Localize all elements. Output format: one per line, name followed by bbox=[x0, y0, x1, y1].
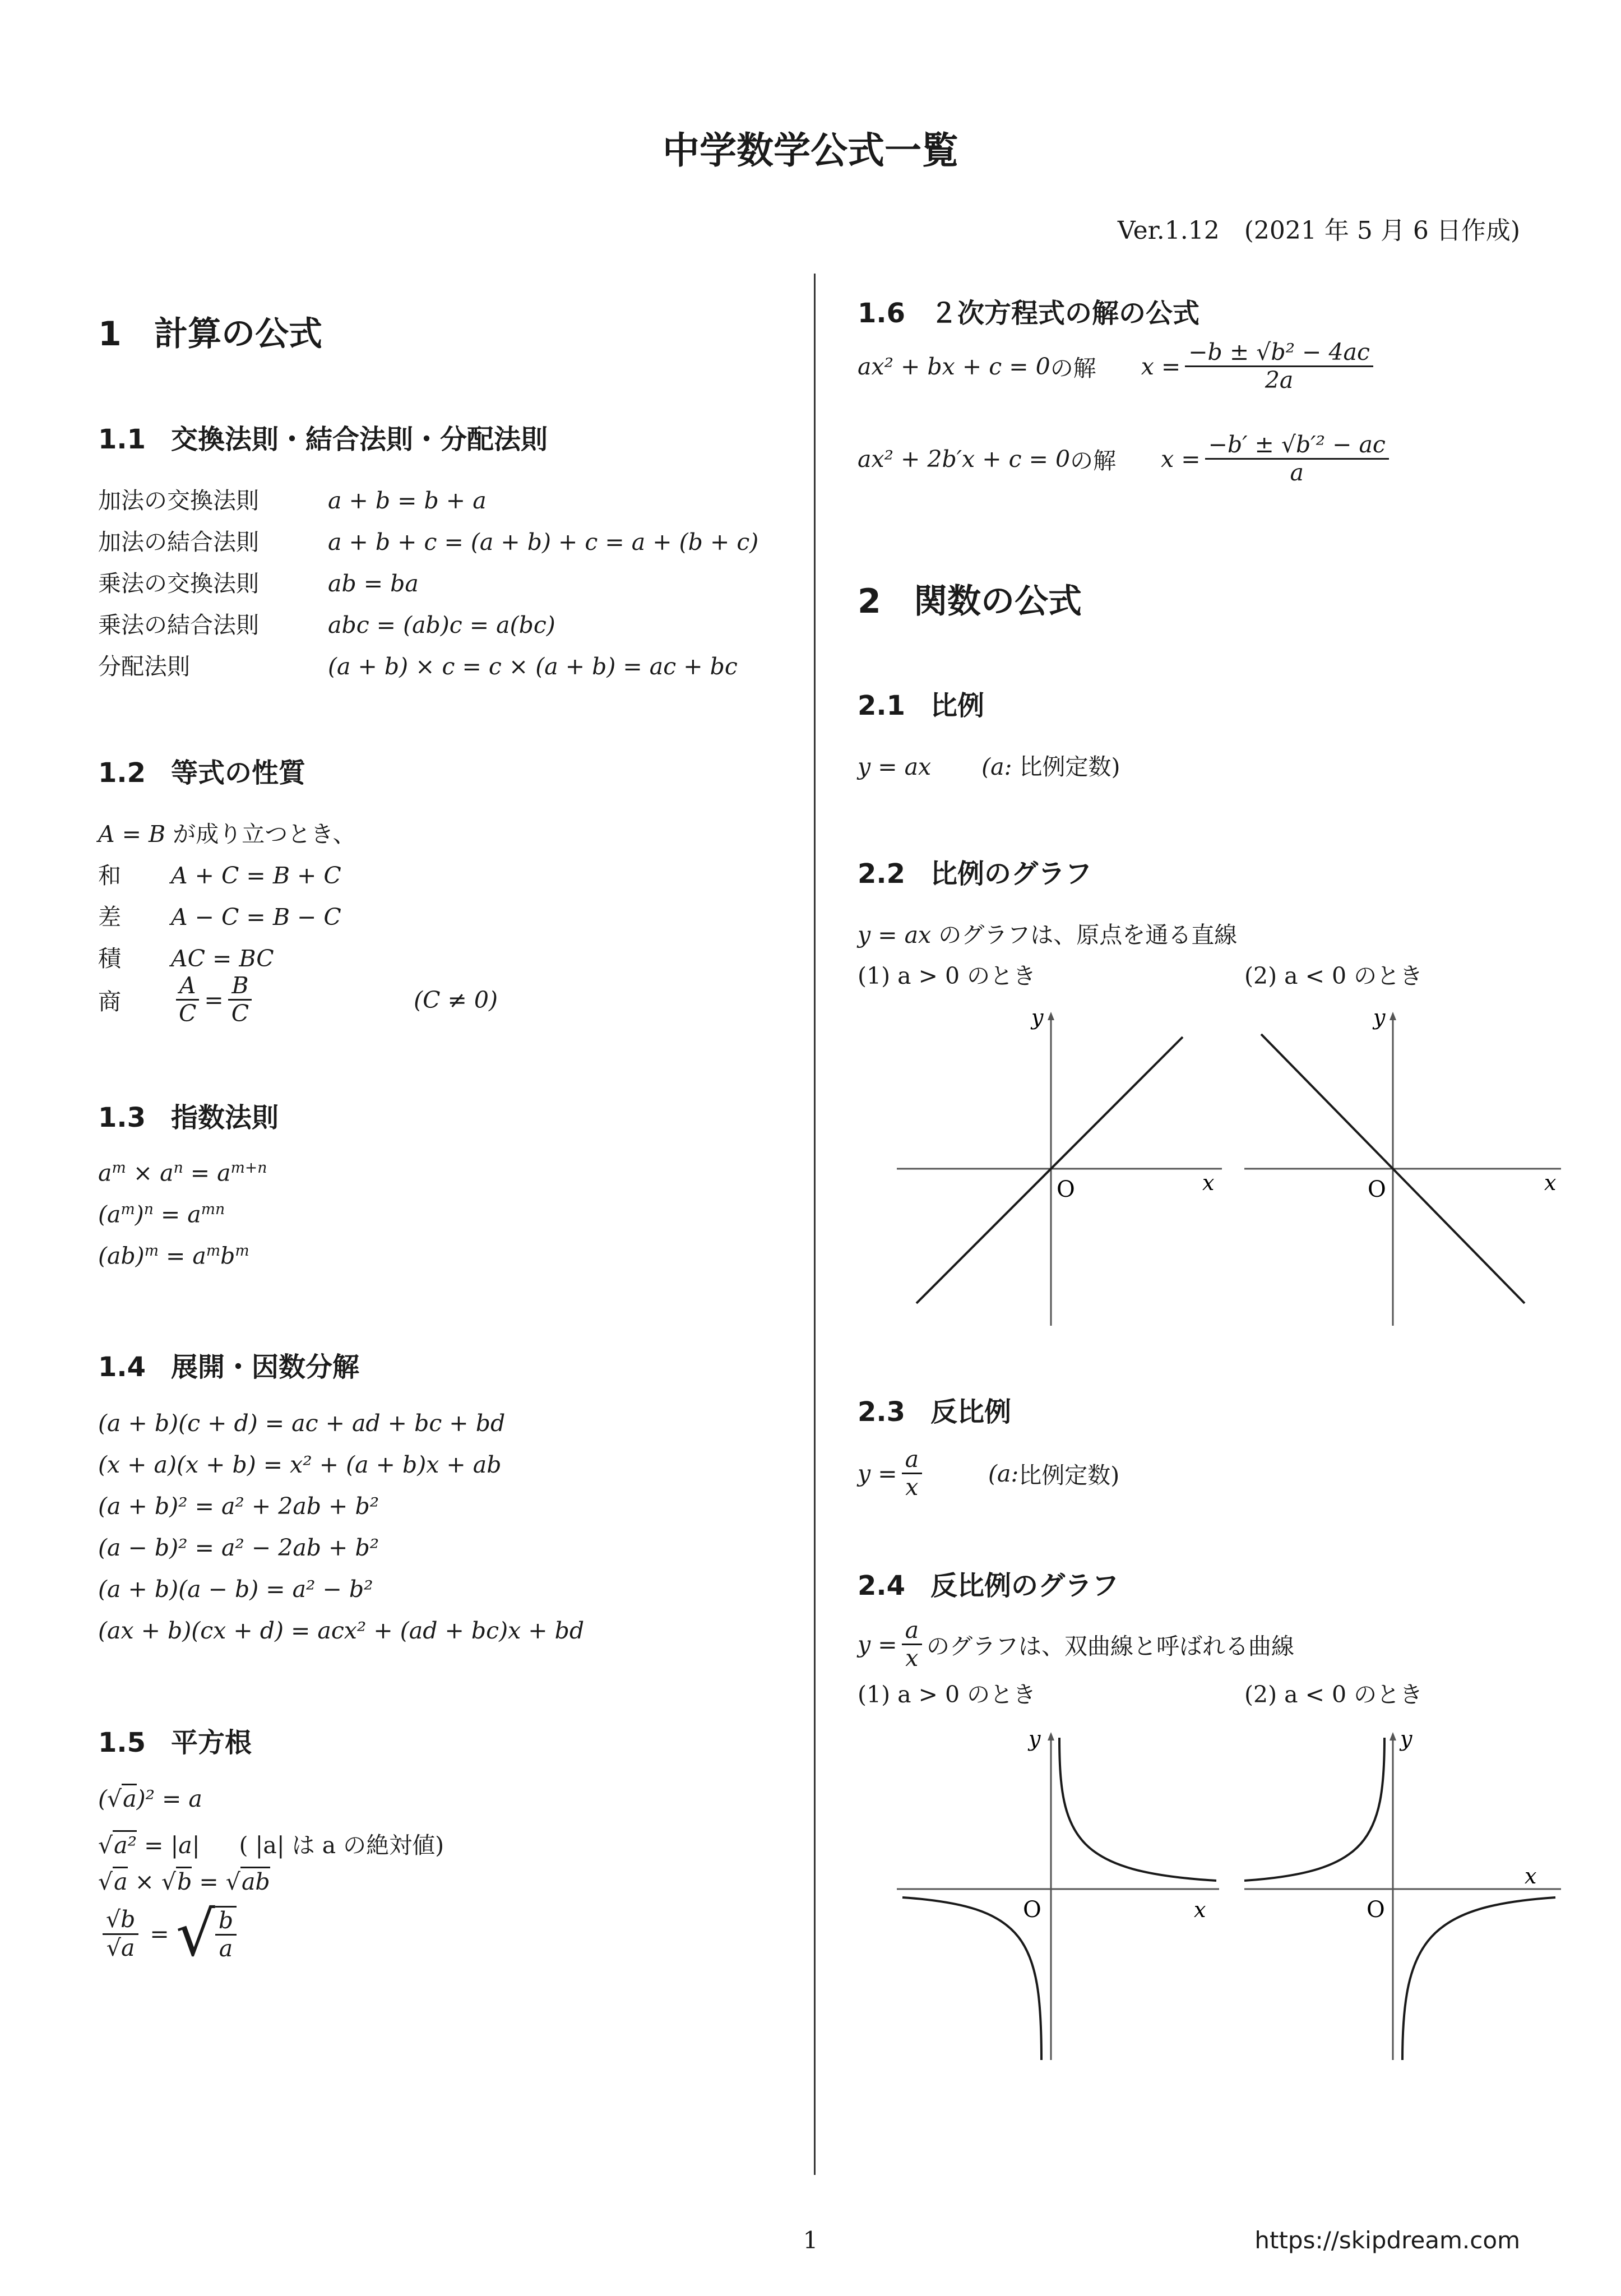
numerator: B bbox=[228, 973, 252, 1001]
subsection-2-2-heading bbox=[858, 852, 1092, 891]
law-row bbox=[98, 607, 555, 640]
subsection-2-4-heading bbox=[858, 1564, 1119, 1603]
subsection-1-2-heading bbox=[98, 751, 305, 790]
lhs: x = bbox=[1141, 353, 1181, 380]
t: n bbox=[143, 1201, 154, 1218]
subsection-title: 等式の性質 bbox=[171, 757, 306, 789]
denominator: x bbox=[905, 1474, 919, 1501]
expansion-formula: (a + b)(a − b) = a² − b² bbox=[98, 1576, 373, 1603]
line-graph bbox=[916, 1037, 1183, 1303]
proportion-graph-positive bbox=[891, 1003, 1228, 1328]
sqrt-rule bbox=[98, 1868, 270, 1895]
radicand: a bbox=[113, 1867, 127, 1895]
lhs: y = bbox=[858, 1460, 897, 1487]
t: m bbox=[112, 1159, 126, 1177]
radicand: a bbox=[122, 1784, 136, 1812]
t: n bbox=[173, 1159, 183, 1177]
hyperbola-branch bbox=[1402, 1897, 1555, 2060]
t: m bbox=[235, 1242, 249, 1260]
fraction bbox=[103, 1906, 138, 1961]
hyperbola-graph-positive bbox=[891, 1726, 1228, 2063]
section-title: 計算の公式 bbox=[154, 314, 322, 354]
numerator: A bbox=[176, 973, 200, 1001]
subsection-title: 反比例 bbox=[930, 1396, 1012, 1428]
subsection-number: 2.4 bbox=[858, 1570, 906, 1601]
lhs: y = bbox=[858, 1631, 897, 1658]
section-number: 1 bbox=[98, 314, 122, 354]
fraction bbox=[902, 1446, 922, 1501]
quadratic-formula-even bbox=[858, 432, 1393, 486]
note: 比例定数) bbox=[1012, 753, 1120, 780]
law-label: 加法の結合法則 bbox=[98, 529, 259, 556]
denominator: √a bbox=[106, 1934, 135, 1961]
t: mn bbox=[201, 1201, 225, 1218]
note-math: (a: bbox=[981, 753, 1012, 780]
equation-text: の解 bbox=[1050, 355, 1096, 382]
proportion-graph-desc bbox=[858, 916, 1237, 950]
numerator: √b bbox=[103, 1906, 138, 1934]
radicand: ab bbox=[240, 1867, 270, 1895]
t: × a bbox=[126, 1159, 174, 1187]
t: a bbox=[98, 1159, 112, 1187]
desc-math: y = ax bbox=[858, 922, 932, 948]
y-label: y bbox=[1029, 1726, 1041, 1751]
case-label: (1) a > 0 のとき bbox=[858, 1681, 1036, 1708]
t: = a bbox=[158, 1242, 206, 1270]
proportion-formula bbox=[858, 748, 1120, 781]
origin-label: O bbox=[1023, 1897, 1041, 1923]
subsection-number: 1.2 bbox=[98, 757, 146, 789]
equation: ax² + 2b′x + c = 0 bbox=[858, 445, 1071, 473]
fraction bbox=[902, 1617, 922, 1672]
equality-row-quotient bbox=[98, 973, 498, 1027]
equality-formula: A − C = B − C bbox=[171, 904, 341, 931]
section-number: 2 bbox=[858, 582, 881, 621]
fraction bbox=[175, 973, 200, 1027]
origin-label: O bbox=[1368, 1177, 1386, 1202]
subsection-title: 展開・因数分解 bbox=[171, 1351, 360, 1383]
proportion-graph-negative bbox=[1239, 1003, 1564, 1328]
equals: = bbox=[204, 986, 224, 1013]
subsection-number: 1.6 bbox=[858, 298, 906, 329]
law-formula: ab = ba bbox=[328, 570, 419, 597]
subsection-1-3-heading bbox=[98, 1096, 279, 1135]
subsection-number: 2.2 bbox=[858, 858, 906, 890]
t: (a bbox=[98, 1201, 121, 1228]
case-label: (2) a < 0 のとき bbox=[1244, 1681, 1423, 1708]
origin-label: O bbox=[1367, 1897, 1385, 1923]
t: m+n bbox=[230, 1159, 267, 1177]
version-info: Ver.1.12 (2021 年 5 月 6 日作成) bbox=[1117, 216, 1520, 245]
law-label: 乗法の結合法則 bbox=[98, 612, 259, 638]
hyperbola-desc bbox=[858, 1617, 1294, 1672]
denominator: C bbox=[231, 1000, 249, 1027]
equation-text: の解 bbox=[1070, 447, 1117, 475]
equality-label: 和 bbox=[98, 862, 121, 889]
fraction bbox=[1185, 339, 1373, 394]
section-2-heading bbox=[858, 575, 1082, 623]
subsection-number: 2.1 bbox=[858, 690, 906, 721]
subsection-number: 1.3 bbox=[98, 1102, 146, 1133]
desc-text: のグラフは、双曲線と呼ばれる曲線 bbox=[927, 1633, 1295, 1660]
x-label: x bbox=[1544, 1170, 1557, 1195]
hyperbola-branch bbox=[902, 1897, 1041, 2060]
subsection-1-4-heading bbox=[98, 1345, 359, 1384]
law-formula: a + b + c = (a + b) + c = a + (b + c) bbox=[328, 529, 759, 556]
subsection-1-6-heading bbox=[858, 291, 1199, 330]
intro-text: が成り立つとき、 bbox=[165, 821, 356, 848]
t: (ab) bbox=[98, 1242, 145, 1270]
subsection-title: 反比例のグラフ bbox=[930, 1570, 1119, 1601]
inverse-formula bbox=[858, 1446, 1119, 1501]
origin-label: O bbox=[1057, 1177, 1075, 1202]
note-math: (a: bbox=[988, 1460, 1019, 1487]
subsection-2-3-heading bbox=[858, 1390, 1011, 1429]
law-label: 加法の交換法則 bbox=[98, 487, 259, 514]
formula: y = ax bbox=[858, 753, 932, 780]
hyperbola-branch bbox=[1244, 1738, 1384, 1881]
arrow-icon bbox=[1048, 1012, 1054, 1020]
page-number: 1 bbox=[803, 2226, 818, 2254]
law-row bbox=[98, 482, 487, 515]
numerator: −b′ ± √b′² − ac bbox=[1205, 432, 1389, 460]
exponent-rule bbox=[98, 1159, 267, 1187]
section-title: 関数の公式 bbox=[914, 582, 1082, 621]
t: = √ bbox=[192, 1868, 240, 1895]
subsection-title: 比例のグラフ bbox=[930, 858, 1092, 890]
subsection-title: 指数法則 bbox=[171, 1102, 279, 1133]
sqrt-rule-fraction bbox=[98, 1898, 241, 1970]
condition: (C ≠ 0) bbox=[414, 986, 498, 1013]
law-row bbox=[98, 565, 419, 598]
law-label: 分配法則 bbox=[98, 653, 190, 680]
subsection-number: 1.1 bbox=[98, 424, 146, 455]
equality-label: 積 bbox=[98, 945, 121, 972]
desc-text: のグラフは、原点を通る直線 bbox=[931, 922, 1238, 948]
arrow-icon bbox=[1048, 1732, 1054, 1740]
t: √ bbox=[98, 1832, 113, 1859]
expansion-formula: (a − b)² = a² − 2ab + b² bbox=[98, 1534, 379, 1561]
expansion-formula: (ax + b)(cx + d) = acx² + (ad + bc)x + bd bbox=[98, 1617, 585, 1644]
fraction bbox=[215, 1906, 237, 1962]
t: (√ bbox=[98, 1785, 122, 1812]
t: × √ bbox=[127, 1868, 177, 1895]
subsection-title: 比例 bbox=[930, 690, 985, 721]
note: ( |a| は a の絶対値) bbox=[239, 1832, 444, 1859]
denominator: a bbox=[219, 1935, 233, 1962]
x-label: x bbox=[1202, 1170, 1215, 1195]
t: m bbox=[206, 1242, 221, 1260]
subsection-number: 2.3 bbox=[858, 1396, 906, 1428]
law-formula: a + b = b + a bbox=[328, 487, 487, 514]
fraction bbox=[228, 973, 252, 1027]
equality-label: 差 bbox=[98, 904, 121, 931]
radicand: b bbox=[176, 1867, 192, 1895]
y-label: y bbox=[1373, 1005, 1386, 1030]
subsection-number: 1.5 bbox=[98, 1727, 146, 1758]
subsection-2-1-heading bbox=[858, 684, 984, 723]
t: = |a| bbox=[137, 1832, 200, 1859]
equality-label: 商 bbox=[98, 988, 121, 1016]
subsection-1-1-heading bbox=[98, 418, 548, 456]
quadratic-formula bbox=[858, 339, 1378, 394]
t: )² = a bbox=[136, 1785, 202, 1812]
x-label: x bbox=[1525, 1864, 1537, 1888]
expansion-formula: (x + a)(x + b) = x² + (a + b)x + ab bbox=[98, 1451, 502, 1478]
equality-row bbox=[98, 857, 341, 890]
sqrt-rule bbox=[98, 1827, 444, 1860]
radicand: a² bbox=[113, 1830, 137, 1859]
t: ) bbox=[135, 1201, 144, 1228]
t: m bbox=[144, 1242, 159, 1260]
equality-row bbox=[98, 940, 274, 973]
law-row bbox=[98, 524, 758, 557]
fraction bbox=[1205, 432, 1389, 486]
equality-row bbox=[98, 899, 341, 932]
denominator: 2a bbox=[1265, 367, 1294, 394]
site-url: https://skipdream.com bbox=[1254, 2226, 1520, 2254]
denominator: C bbox=[179, 1000, 197, 1027]
t: = a bbox=[183, 1159, 231, 1187]
case-label: (1) a > 0 のとき bbox=[858, 962, 1036, 989]
exponent-rule bbox=[98, 1242, 249, 1270]
law-label: 乗法の交換法則 bbox=[98, 570, 259, 597]
y-label: y bbox=[1400, 1726, 1412, 1751]
equality-formula: AC = BC bbox=[171, 945, 274, 972]
equality-intro bbox=[98, 816, 356, 849]
lhs: x = bbox=[1161, 445, 1201, 473]
arrow-icon bbox=[1390, 1012, 1396, 1020]
numerator: −b ± √b² − 4ac bbox=[1185, 339, 1373, 367]
numerator: a bbox=[902, 1446, 922, 1474]
law-row bbox=[98, 648, 738, 681]
t: = a bbox=[153, 1201, 201, 1228]
subsection-title: 交換法則・結合法則・分配法則 bbox=[171, 424, 548, 455]
expansion-formula: (a + b)² = a² + 2ab + b² bbox=[98, 1493, 379, 1520]
y-label: y bbox=[1031, 1005, 1044, 1030]
law-formula: abc = (ab)c = a(bc) bbox=[328, 612, 555, 638]
denominator: a bbox=[1290, 459, 1304, 487]
equality-formula: A + C = B + C bbox=[171, 862, 341, 889]
equation: ax² + bx + c = 0 bbox=[858, 353, 1050, 380]
subsection-title: 平方根 bbox=[171, 1727, 252, 1758]
equals: = bbox=[150, 1920, 169, 1947]
radical-sign-icon: √ bbox=[175, 1898, 215, 1970]
exponent-rule bbox=[98, 1201, 225, 1228]
intro-math: A = B bbox=[98, 821, 166, 848]
case-label: (2) a < 0 のとき bbox=[1244, 962, 1423, 989]
subsection-1-5-heading bbox=[98, 1721, 252, 1760]
t: m bbox=[121, 1201, 135, 1218]
sqrt-rule bbox=[98, 1785, 202, 1812]
numerator: a bbox=[902, 1617, 922, 1645]
law-formula: (a + b) × c = c × (a + b) = ac + bc bbox=[328, 653, 738, 680]
denominator: x bbox=[905, 1645, 919, 1672]
hyperbola-branch bbox=[1059, 1738, 1216, 1881]
expansion-formula: (a + b)(c + d) = ac + ad + bc + bd bbox=[98, 1410, 506, 1437]
t: b bbox=[220, 1242, 235, 1270]
page-title: 中学数学公式一覧 bbox=[663, 129, 958, 172]
arrow-icon bbox=[1390, 1732, 1396, 1740]
subsection-number: 1.4 bbox=[98, 1351, 146, 1383]
section-1-heading bbox=[98, 307, 322, 355]
numerator: b bbox=[215, 1908, 237, 1936]
t: √ bbox=[98, 1868, 113, 1895]
subsection-title: ２次方程式の解の公式 bbox=[930, 298, 1200, 329]
x-label: x bbox=[1194, 1897, 1206, 1922]
column-divider bbox=[814, 274, 816, 2175]
hyperbola-graph-negative bbox=[1239, 1726, 1564, 2063]
note: 比例定数) bbox=[1018, 1462, 1120, 1489]
